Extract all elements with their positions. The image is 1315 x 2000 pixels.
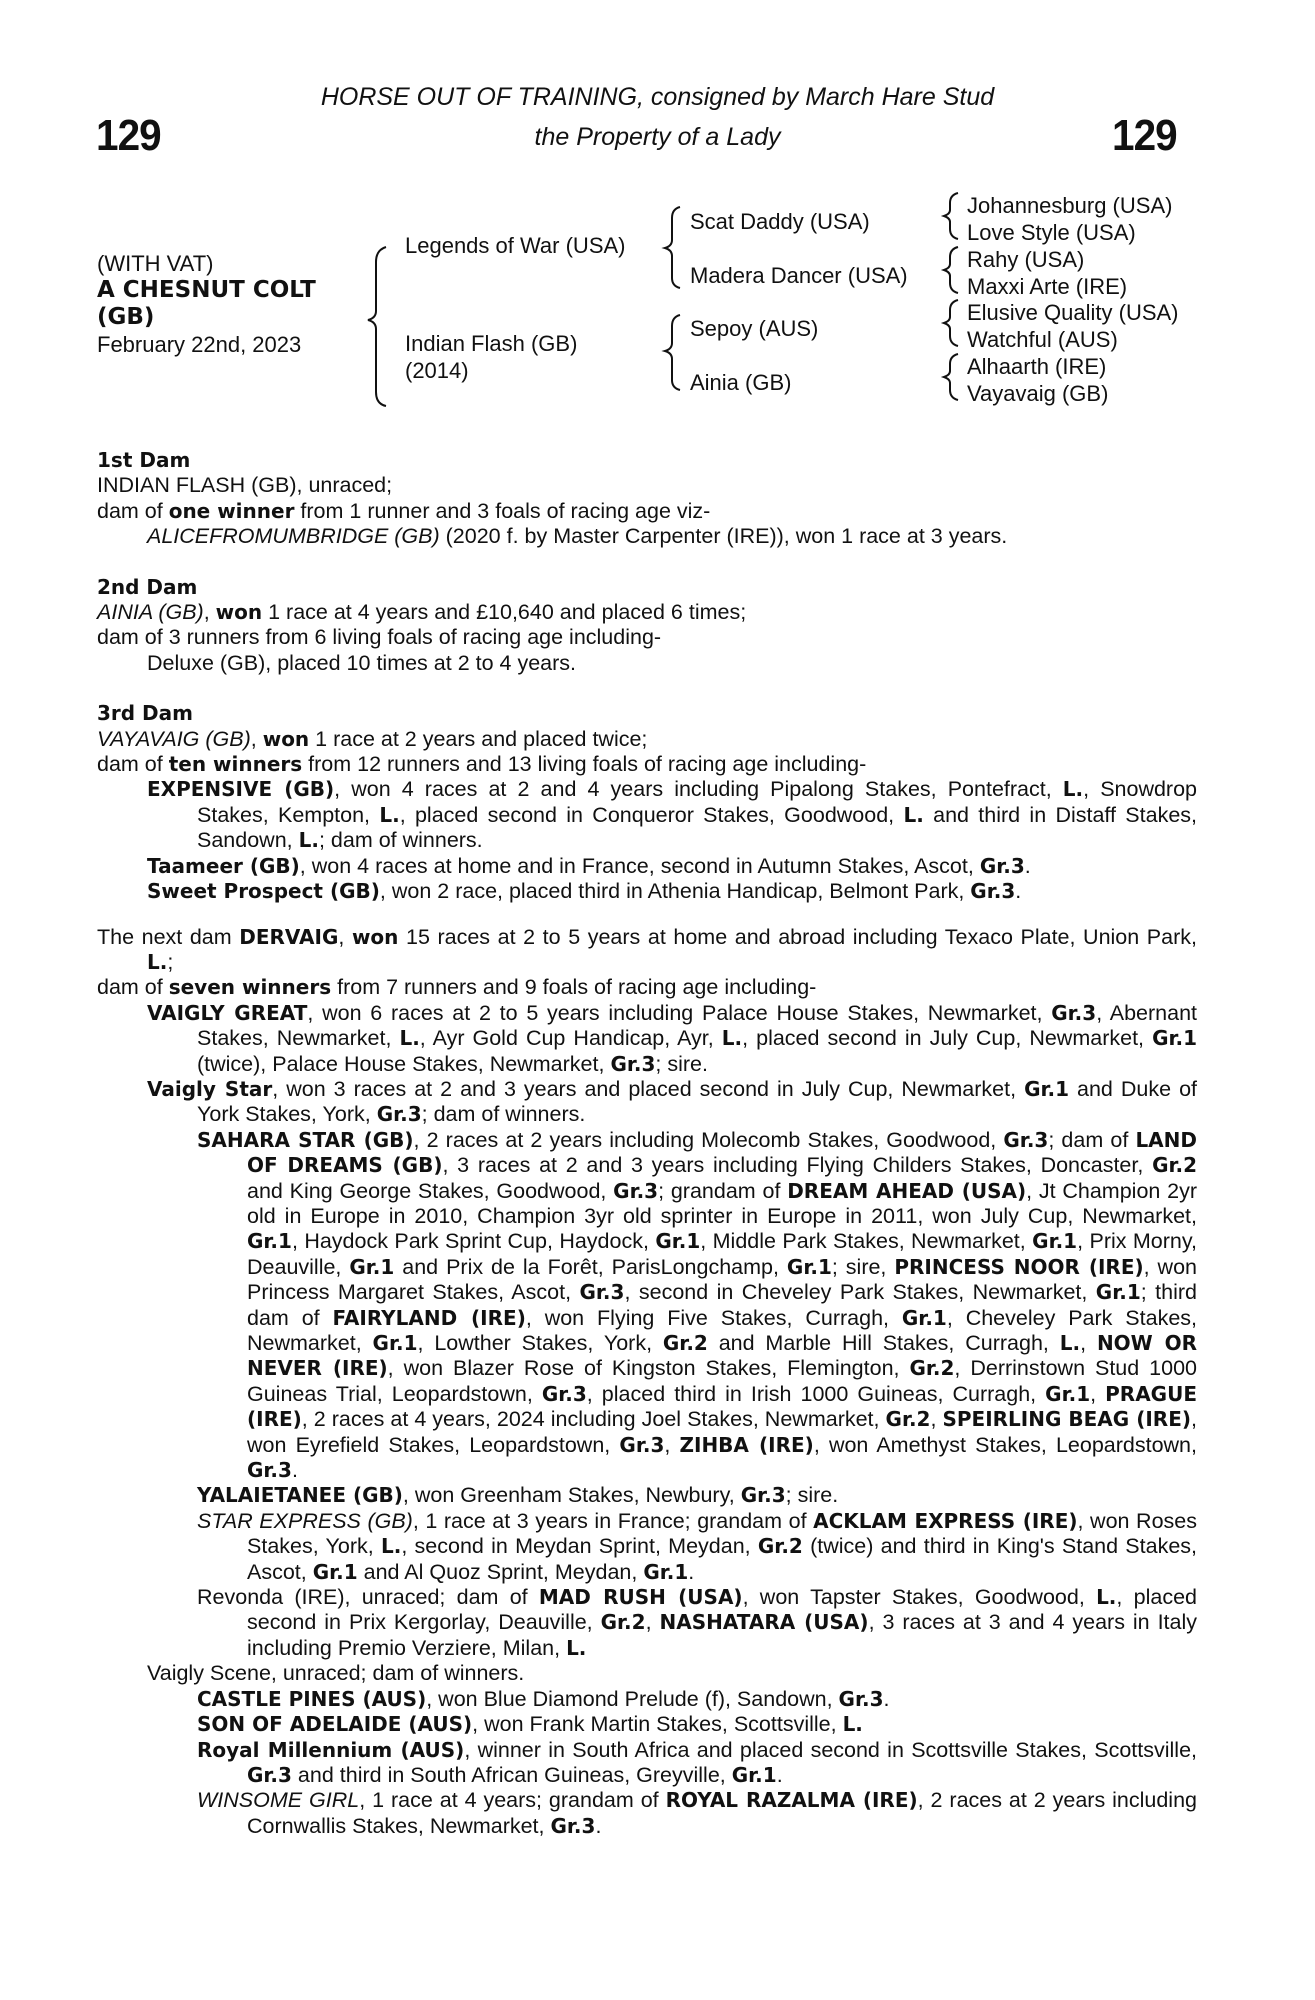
horse-or-grade-bold: NASHATARA (USA) <box>659 1610 869 1635</box>
second-dam-heading: 2nd Dam <box>97 574 198 599</box>
horse-or-grade-bold: Vaigly Star <box>147 1076 273 1101</box>
brace-gen2-sire <box>665 207 680 288</box>
horse-or-grade-bold: Gr.2 <box>1152 1153 1198 1178</box>
ancestor-gen3: Alhaarth (IRE) <box>967 354 1107 379</box>
brace-gen1 <box>368 247 386 406</box>
text-run: , won 6 races at 2 to 5 years including Palace House Stakes, Newmarket, <box>307 1000 1052 1025</box>
text-run: , won Flying Five Stakes, Curragh, <box>525 1305 902 1330</box>
text-run: , Jt Champion 2yr old in Europe in 2010, Champion 3yr old sprinter in Europe in 2011, won July Cup, Newmarket, <box>247 1178 1198 1228</box>
text-run: , Abernant Stakes, Newmarket, <box>197 1000 1197 1051</box>
horse-or-grade-bold: Gr.3 <box>613 1178 659 1203</box>
horse-or-grade-bold: Gr.3 <box>541 1381 587 1406</box>
horse-or-grade-bold: L. <box>1096 1585 1117 1610</box>
text-run: Revonda (IRE), unraced; dam of <box>197 1585 539 1610</box>
produce-entry: Deluxe (GB), placed 10 times at 2 to 4 years. <box>147 650 577 675</box>
produce-entry: Vaigly Scene, unraced; dam of winners. <box>147 1661 525 1686</box>
lot-number-right: 129 <box>1112 111 1177 160</box>
horse-or-grade-bold: SPEIRLING BEAG (IRE) <box>942 1407 1192 1432</box>
horse-or-grade-bold: NOW OR NEVER (IRE) <box>247 1331 1197 1381</box>
horse-name-italic: WINSOME GIRL <box>197 1788 360 1813</box>
produce-entry <box>97 1001 1197 1077</box>
text-run: ; sire. <box>785 1483 839 1508</box>
first-dam-produce-summary: dam of one winner from 1 runner and 3 foals of racing age viz- <box>97 498 711 523</box>
horse-or-grade-bold: Gr.1 <box>786 1254 832 1279</box>
horse-or-grade-bold: Gr.3 <box>1051 1000 1097 1025</box>
produce-entry: ALICEFROMUMBRIDGE (GB) (2020 f. by Master Carpenter (IRE)), won 1 race at 3 years. <box>147 524 1008 549</box>
horse-or-grade-bold: L. <box>399 1026 420 1051</box>
text-run: and Marble Hill Stakes, Curragh, <box>707 1331 1060 1355</box>
text-run: , 2 races at 4 years, 2024 including Joel Stakes, Newmarket, <box>301 1407 886 1432</box>
horse-or-grade-bold: Royal Millennium (AUS) <box>197 1737 465 1762</box>
text-run: , won Greenham Stakes, Newbury, <box>402 1483 741 1508</box>
horse-or-grade-bold: L. <box>381 1534 402 1559</box>
text-run: , 1 race at 4 years; grandam of <box>359 1788 666 1813</box>
produce-entry <box>97 1788 1197 1839</box>
text-run: , Cheveley Park Stakes, Newmarket, <box>247 1305 1198 1355</box>
ancestor-gen3: Maxxi Arte (IRE) <box>967 274 1128 299</box>
third-dam-line: VAYAVAIG (GB), won 1 race at 2 years and placed twice; <box>97 726 648 751</box>
produce-entry: EXPENSIVE (GB), won 4 races at 2 and 4 years including Pipalong Stakes, Pontefract, L., Snowdrop Stakes, Kempton, L., placed second in Conqueror Stakes, Goodwood, L. and third in Distaff Stakes, Sandown, L.; dam of winners. <box>147 777 1198 853</box>
second-dam-line: AINIA (GB), won 1 race at 4 years and £10,640 and placed 6 times; <box>97 600 747 625</box>
produce-entry <box>97 1077 1197 1128</box>
text-run: , won Princess Margaret Stakes, Ascot, <box>247 1254 1197 1305</box>
text-run: ; dam of <box>1048 1127 1136 1152</box>
brace-gen3-3 <box>944 300 958 346</box>
horse-or-grade-bold: MAD RUSH (USA) <box>538 1585 743 1610</box>
produce-entry <box>97 1128 1197 1484</box>
second-dam-produce-summary: dam of 3 runners from 6 living foals of racing age including- <box>97 625 662 650</box>
text-run: , <box>1080 1331 1097 1355</box>
vat-note: (WITH VAT) <box>97 251 214 276</box>
text-run: , 2 races at 2 years including Molecomb Stakes, Goodwood, <box>413 1127 1004 1152</box>
produce-entry: Taameer (GB), won 4 races at home and in France, second in Autumn Stakes, Ascot, Gr.3. <box>147 853 1031 878</box>
sire-sire-name: Scat Daddy (USA) <box>690 209 870 234</box>
produce-entry <box>97 1483 1197 1508</box>
text-run: , <box>930 1407 943 1432</box>
text-run: , Prix Morny, Deauville, <box>247 1229 1198 1279</box>
horse-name-italic: STAR EXPRESS (GB) <box>197 1508 413 1533</box>
text-run: , second in Cheveley Park Stakes, Newmarket, <box>624 1280 1096 1305</box>
text-run: ; grandam of <box>658 1178 788 1203</box>
text-run: , <box>645 1610 660 1635</box>
horse-or-grade-bold: DREAM AHEAD (USA) <box>787 1178 1027 1203</box>
horse-or-grade-bold: ACKLAM EXPRESS (IRE) <box>813 1508 1078 1533</box>
text-run: , Middle Park Stakes, Newmarket, <box>700 1229 1033 1254</box>
horse-or-grade-bold: Gr.3 <box>376 1102 422 1127</box>
horse-or-grade-bold: YALAIETANEE (GB) <box>197 1483 403 1508</box>
text-run: , Lowther Stakes, York, <box>417 1331 663 1355</box>
ancestor-gen3: Elusive Quality (USA) <box>967 300 1179 325</box>
produce-entry <box>97 1738 1197 1789</box>
text-run: . <box>291 1458 298 1483</box>
text-run: . <box>883 1686 890 1711</box>
text-run: . <box>595 1813 602 1838</box>
text-run: , won Tapster Stakes, Goodwood, <box>742 1585 1097 1610</box>
dam-sire-name: Sepoy (AUS) <box>690 316 819 341</box>
text-run: and Al Quoz Sprint, Meydan, <box>357 1559 644 1584</box>
horse-or-grade-bold: ROYAL RAZALMA (IRE) <box>665 1788 918 1813</box>
text-run: , winner in South Africa and placed second in Scottsville Stakes, Scottsville, <box>464 1737 1198 1762</box>
next-dam-produce-summary: dam of seven winners from 7 runners and 9 foals of racing age including- <box>97 975 817 1000</box>
horse-or-grade-bold: Gr.2 <box>885 1407 931 1432</box>
text-run: (twice) and third in King's Stand Stakes, Ascot, <box>247 1534 1198 1584</box>
horse-or-grade-bold: Gr.2 <box>757 1534 803 1559</box>
text-run: , won Blue Diamond Prelude (f), Sandown, <box>426 1686 839 1711</box>
brace-gen3-2 <box>944 247 958 293</box>
dam-dam-name: Ainia (GB) <box>690 370 792 395</box>
horse-or-grade-bold: Gr.1 <box>1024 1076 1070 1101</box>
dam-foaled-year: (2014) <box>405 358 469 383</box>
horse-or-grade-bold: Gr.3 <box>579 1280 625 1305</box>
horse-or-grade-bold: Gr.1 <box>1152 1026 1198 1051</box>
horse-or-grade-bold: Gr.1 <box>731 1762 777 1787</box>
produce-entry <box>97 1712 1197 1737</box>
horse-or-grade-bold: SAHARA STAR (GB) <box>197 1127 414 1152</box>
brace-gen2-dam <box>665 315 680 390</box>
ancestor-gen3: Love Style (USA) <box>967 220 1136 245</box>
text-run: , Derrinstown Stud 1000 Guineas Trial, Leopardstown, <box>247 1356 1197 1406</box>
text-run: , won Blazer Rose of Kingston Stakes, Flemington, <box>387 1356 910 1381</box>
horse-or-grade-bold: Gr.3 <box>247 1762 292 1787</box>
sire-dam-name: Madera Dancer (USA) <box>690 263 908 288</box>
text-run: ; sire. <box>655 1051 708 1076</box>
text-run: , 2 races at 2 years including Cornwallis Stakes, Newmarket, <box>247 1788 1197 1838</box>
horse-or-grade-bold: L. <box>721 1026 743 1051</box>
horse-or-grade-bold: Gr.2 <box>600 1610 646 1635</box>
text-run: , 3 races at 2 and 3 years including Flying Childers Stakes, Doncaster, <box>442 1153 1153 1178</box>
third-dam-heading: 3rd Dam <box>97 701 193 726</box>
horse-or-grade-bold: Gr.1 <box>312 1559 358 1584</box>
horse-or-grade-bold: Gr.2 <box>662 1331 708 1355</box>
horse-or-grade-bold: Gr.3 <box>838 1686 884 1711</box>
horse-or-grade-bold: Gr.2 <box>909 1356 955 1381</box>
ancestor-gen3: Watchful (AUS) <box>967 327 1118 352</box>
horse-or-grade-bold: VAIGLY GREAT <box>147 1000 308 1025</box>
produce-entry: Sweet Prospect (GB), won 2 race, placed third in Athenia Handicap, Belmont Park, Gr.3. <box>147 879 1022 904</box>
first-dam-heading: 1st Dam <box>97 448 191 472</box>
ancestor-gen3: Vayavaig (GB) <box>967 381 1109 406</box>
horse-or-grade-bold: Gr.3 <box>1003 1127 1049 1152</box>
horse-or-grade-bold: CASTLE PINES (AUS) <box>197 1686 427 1711</box>
text-run: , won 3 races at 2 and 3 years and placed second in July Cup, Newmarket, <box>272 1076 1025 1101</box>
horse-or-grade-bold: Gr.3 <box>619 1432 665 1457</box>
brace-gen3-4 <box>944 354 958 400</box>
text-run: and King George Stakes, Goodwood, <box>247 1178 614 1203</box>
horse-or-grade-bold: Gr.1 <box>901 1305 947 1330</box>
text-run: , won Frank Martin Stakes, Scottsville, <box>472 1712 843 1737</box>
produce-entry <box>97 1509 1197 1585</box>
dam-name: Indian Flash (GB) <box>405 331 578 356</box>
text-run: . <box>688 1559 695 1584</box>
horse-or-grade-bold: L. <box>842 1712 863 1737</box>
horse-or-grade-bold: L. <box>566 1635 587 1660</box>
horse-name-country: (GB) <box>97 304 155 330</box>
text-run: . <box>776 1762 783 1787</box>
horse-name: A CHESNUT COLT <box>97 277 316 303</box>
lot-number-left: 129 <box>96 111 161 160</box>
foaling-date: February 22nd, 2023 <box>97 332 302 357</box>
horse-or-grade-bold: Gr.1 <box>655 1229 701 1254</box>
text-run: and third in South African Guineas, Greyville, <box>291 1762 732 1787</box>
text-run: , <box>1090 1381 1106 1406</box>
text-run: , won Roses Stakes, York, <box>247 1508 1197 1559</box>
horse-or-grade-bold: Gr.1 <box>372 1331 418 1355</box>
text-run: , 1 race at 3 years in France; grandam of <box>412 1508 814 1533</box>
produce-entry <box>97 1687 1197 1712</box>
text-run: , second in Meydan Sprint, Meydan, <box>401 1534 758 1559</box>
catalogue-body <box>97 448 1197 1839</box>
text-run: and Duke of York Stakes, York, <box>197 1076 1197 1127</box>
text-run: ; dam of winners. <box>421 1102 586 1127</box>
horse-or-grade-bold: Gr.1 <box>1032 1229 1078 1254</box>
horse-or-grade-bold: Gr.1 <box>247 1229 292 1254</box>
sire-name: Legends of War (USA) <box>405 233 626 258</box>
horse-or-grade-bold: L. <box>1059 1331 1081 1355</box>
text-run: , Haydock Park Sprint Cup, Haydock, <box>291 1229 656 1254</box>
text-run: , 3 races at 3 and 4 years in Italy including Premio Verziere, Milan, <box>247 1610 1197 1660</box>
text-run: , won Amethyst Stakes, Leopardstown, <box>813 1432 1197 1457</box>
text-run: , placed second in Prix Kergorlay, Deauville, <box>247 1585 1197 1635</box>
horse-or-grade-bold: Gr.3 <box>550 1813 596 1838</box>
ancestor-gen3: Johannesburg (USA) <box>967 193 1173 218</box>
horse-or-grade-bold: Gr.1 <box>1045 1381 1091 1406</box>
text-run: , <box>664 1432 680 1457</box>
text-run: , won Eyrefield Stakes, Leopardstown, <box>247 1407 1197 1457</box>
horse-or-grade-bold: PRINCESS NOOR (IRE) <box>894 1254 1144 1279</box>
text-run: and Prix de la Forêt, ParisLongchamp, <box>394 1254 787 1279</box>
horse-or-grade-bold: Gr.1 <box>349 1254 395 1279</box>
consignor-heading: HORSE OUT OF TRAINING, consigned by March Hare Stud <box>320 83 995 111</box>
horse-or-grade-bold: Gr.1 <box>1095 1280 1141 1305</box>
third-dam-produce-summary: dam of ten winners from 12 runners and 13 living foals of racing age including- <box>97 752 867 777</box>
horse-or-grade-bold: Gr.3 <box>247 1458 292 1483</box>
horse-or-grade-bold: Gr.3 <box>610 1051 656 1076</box>
first-dam-line: INDIAN FLASH (GB), unraced; <box>97 473 393 498</box>
text-run: ; third dam of <box>247 1280 1197 1330</box>
horse-or-grade-bold: SON OF ADELAIDE (AUS) <box>197 1712 473 1737</box>
horse-or-grade-bold: Gr.1 <box>643 1559 689 1584</box>
horse-or-grade-bold: PRAGUE (IRE) <box>247 1381 1197 1432</box>
text-run: (twice), Palace House Stakes, Newmarket, <box>197 1051 611 1076</box>
next-dam-line: The next dam DERVAIG, won 15 races at 2 to 5 years at home and abroad including Texaco Plate, Union Park, L.; <box>97 924 1197 974</box>
vendor-subheading: the Property of a Lady <box>534 123 781 151</box>
produce-entry <box>97 1585 1197 1661</box>
horse-or-grade-bold: Gr.3 <box>740 1483 786 1508</box>
text-run: ; sire, <box>831 1254 895 1279</box>
text-run: , placed third in Irish 1000 Guineas, Curragh, <box>586 1381 1046 1406</box>
horse-or-grade-bold: ZIHBA (IRE) <box>679 1432 814 1457</box>
text-run: , Ayr Gold Cup Handicap, Ayr, <box>419 1026 722 1051</box>
horse-or-grade-bold: LAND OF DREAMS (GB) <box>247 1127 1197 1178</box>
horse-or-grade-bold: FAIRYLAND (IRE) <box>332 1305 526 1330</box>
text-run: , placed second in July Cup, Newmarket, <box>742 1026 1153 1051</box>
brace-gen3-1 <box>944 193 958 239</box>
ancestor-gen3: Rahy (USA) <box>967 247 1085 272</box>
